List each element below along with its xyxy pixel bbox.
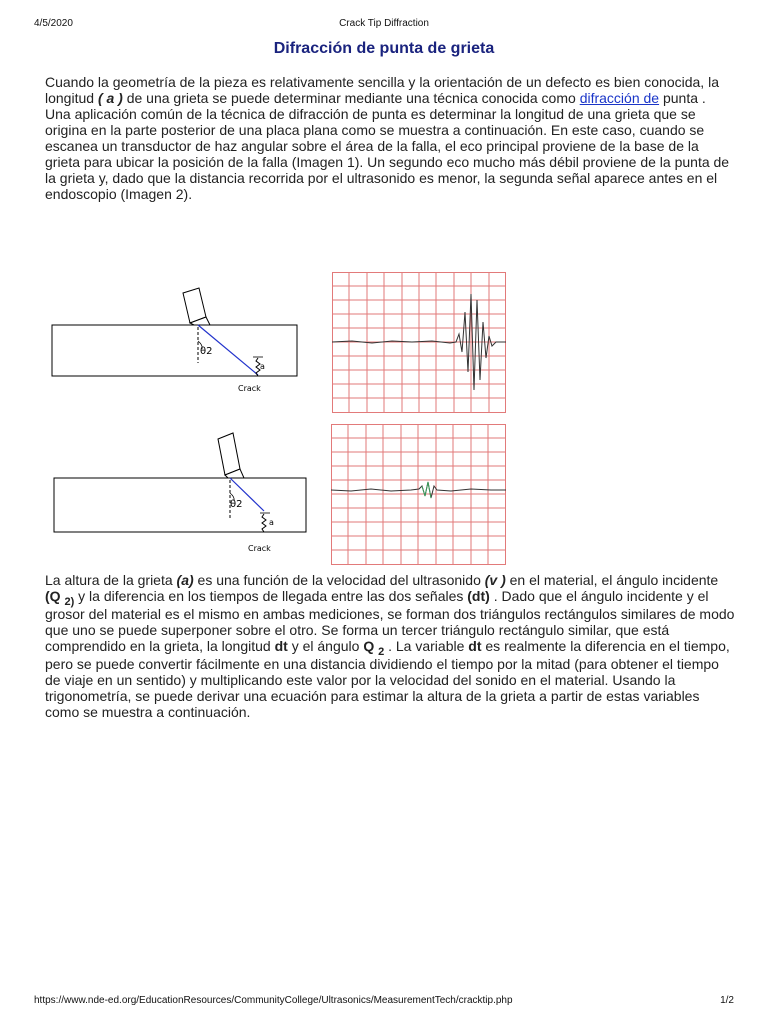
tip-diffraction-link[interactable]: difracción de [579,90,660,106]
source-url: https://www.nde-ed.org/EducationResources/CommunityCollege/Ultrasonics/MeasurementTech/cracktip.php [34,995,513,1006]
print-header-title: Crack Tip Diffraction [339,18,429,29]
expl-text-5: . Dado que el ángulo incidente y el grosor del material es el mismo en ambas mediciones, se forman dos triángulos rectángulos similares de modo que uno se puede superponer sobre el otro. Se forma un tercer triángulo rectángulo similar, que está comprendido en la grieta, la longitud [45,588,735,654]
height-var: (a) [176,572,194,588]
crack-height-label: a [269,518,274,527]
expl-text-3: en el material, el ángulo incidente [505,572,719,588]
crack-label: Crack [238,384,261,393]
scope-display-1 [332,272,506,413]
angle-var-close: ) [70,596,75,608]
angle-var-sub: 2 [64,596,71,608]
transducer [218,433,244,478]
scope-display-2 [331,424,506,565]
crack-length-var: ( a ) [97,90,123,106]
expl-text-2: es una función de la velocidad del ultrasonido [193,572,485,588]
transducer [183,288,210,325]
expl-text-1: La altura de la grieta [45,572,177,588]
angle-var-open: (Q [45,588,61,604]
expl-text-6: y el ángulo [287,638,364,654]
expl-text-7: . La variable [384,638,469,654]
page-number: 1/2 [720,995,734,1006]
page-title: Difracción de punta de grieta [273,40,495,57]
intro-text-1: Cuando la geometría de la pieza es relativamente sencilla y la orientación de un defecto es bien conocida, la longitud [45,74,719,106]
explanation-paragraph [45,572,735,720]
theta-label: θ2 [230,499,243,510]
intro-paragraph [45,74,735,202]
angle-q2-sub: 2 [378,646,385,658]
intro-text-3: punta . Una aplicación común de la técnica de difracción de punta es determinar la longitud de una grieta que se origina en la parte posterior de una placa plana como se muestra a continuación. En este caso, cuando se escanea un transductor de haz angular sobre el área de la falla, el eco principal proviene de la base de la grieta para ubicar la posición de la falla (Imagen 1). Un segundo eco mucho más débil proviene de la punta de la grieta y, dado que la distancia recorrida por el ultrasonido es menor, la segunda señal aparece antes en el endoscopio (Imagen 2). [45,90,730,202]
expl-text-4: y la diferencia en los tiempos de llegada entre las dos señales [74,588,468,604]
crack-height-label: a [260,362,265,371]
print-date: 4/5/2020 [34,18,73,29]
expl-text-8: es realmente la diferencia en el tiempo, pero se puede convertir fácilmente en una distancia dividiendo el tiempo por la mitad (para obtener el tiempo de viaje en un sentido) y multiplicando este valor por la velocidad del sonido en el material. Usando la trigonometría, se puede derivar una ecuación para estimar la altura de la grieta a partir de estas variables como se muestra a continuación. [45,638,730,720]
theta-label: θ2 [200,346,213,357]
intro-text-2: de una grieta se puede determinar mediante una técnica conocida como [122,90,580,106]
dt-var-2: dt [274,638,288,654]
crack-label: Crack [248,544,271,553]
velocity-var: (v ) [484,572,506,588]
dt-var: (dt) [467,588,490,604]
plate-diagram-1 [50,285,300,400]
dt-var-3: dt [468,638,482,654]
plate-diagram-2 [52,425,310,560]
angle-q2: Q [363,638,375,654]
